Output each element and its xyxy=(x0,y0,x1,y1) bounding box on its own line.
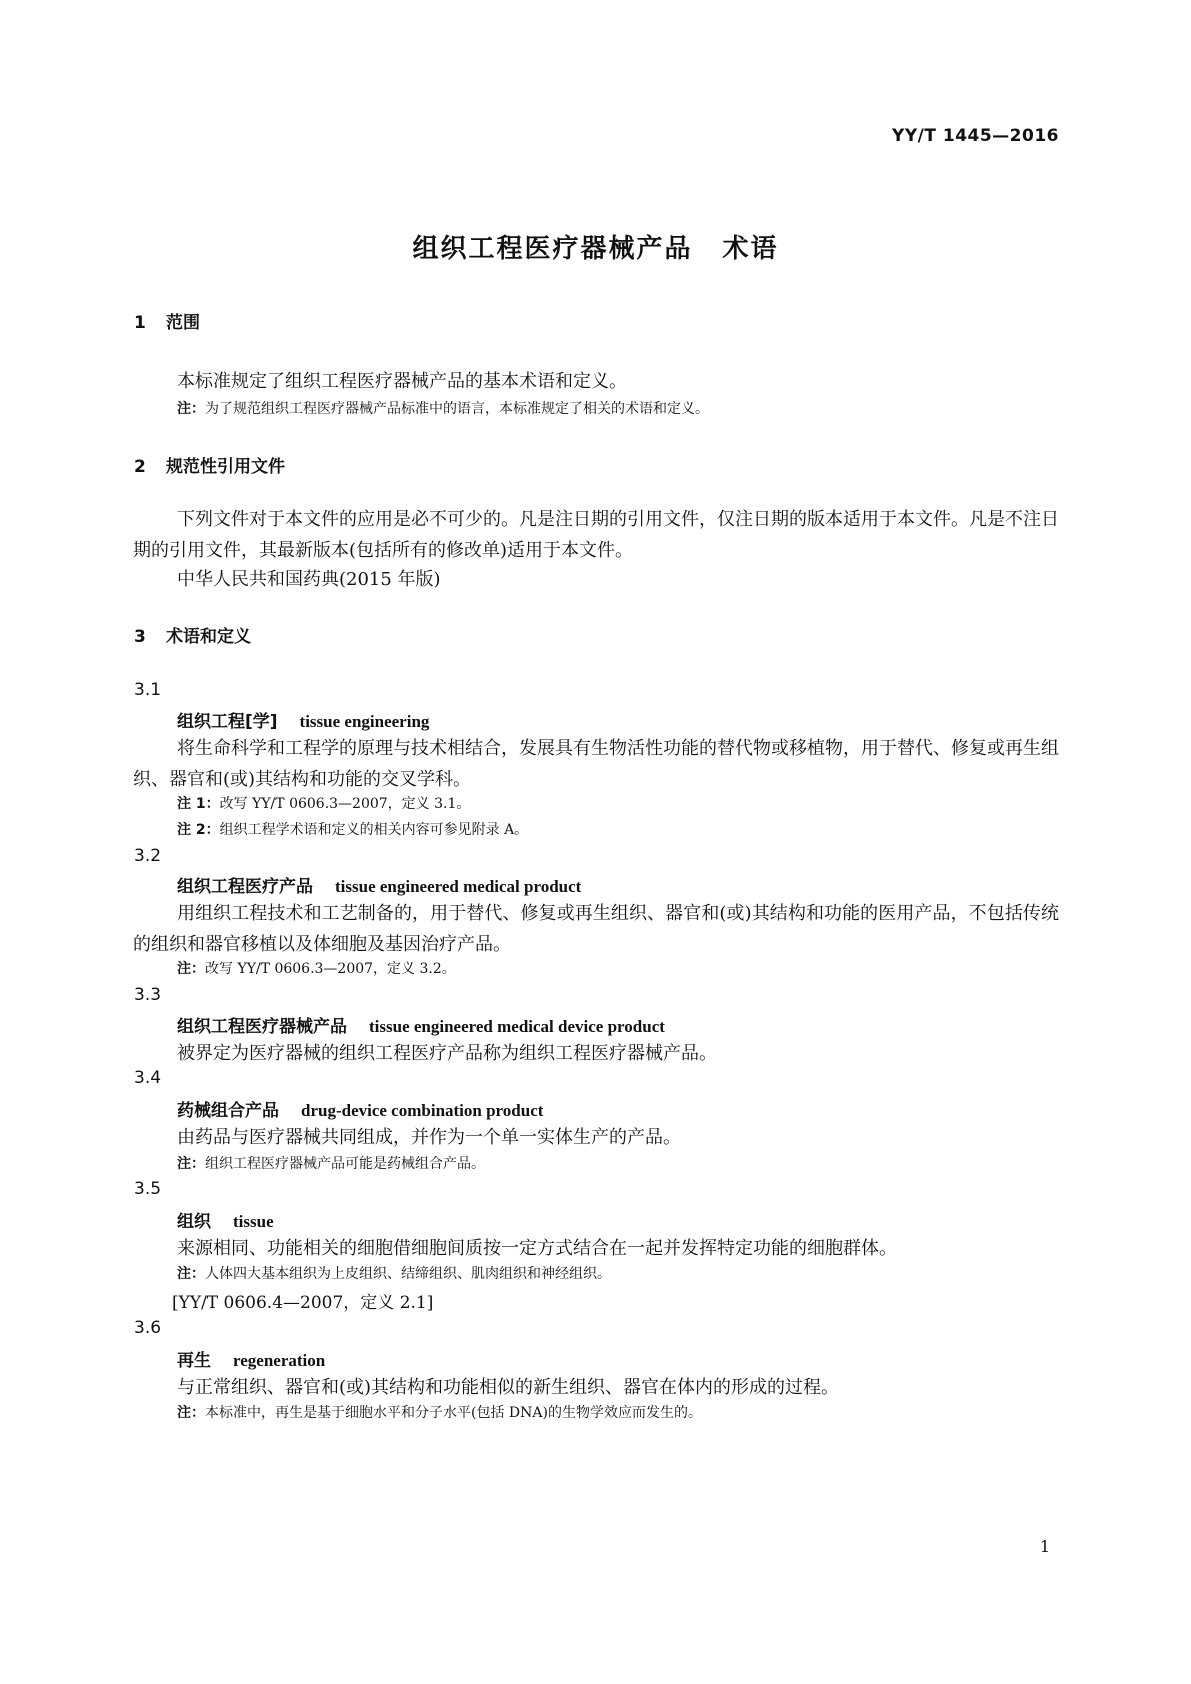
page-number: 1 xyxy=(1039,1537,1050,1556)
note-text: 人体四大基本组织为上皮组织、结缔组织、肌肉组织和神经组织。 xyxy=(205,1266,611,1282)
term-definition: 由药品与医疗器械共同组成，并作为一个单一实体生产的产品。 xyxy=(177,1127,681,1148)
term-number: 3.6 xyxy=(134,1318,162,1338)
term-heading xyxy=(177,1346,325,1371)
term-zh: 再生 xyxy=(177,1351,211,1371)
term-number: 3.2 xyxy=(134,846,162,866)
note-label: 注 2： xyxy=(177,822,220,838)
section-2-paragraph: 下列文件对于本文件的应用是必不可少的。凡是注日期的引用文件，仅注日期的版本适用于本文件。凡是不注日期的引用文件，其最新版本(包括所有的修改单)适用于本文件。 xyxy=(133,509,1059,561)
note-text: 本标准中，再生是基于细胞水平和分子水平(包括 DNA)的生物学效应而发生的。 xyxy=(205,1405,702,1421)
term-definition: 将生命科学和工程学的原理与技术相结合，发展具有生物活性功能的替代物或移植物，用于替代、修复或再生组织、器官和(或)其结构和功能的交叉学科。 xyxy=(133,738,1059,790)
section-1-heading xyxy=(134,308,200,333)
term-en: regeneration xyxy=(233,1351,326,1370)
section-number: 3 xyxy=(134,627,146,647)
term-heading xyxy=(177,1207,274,1232)
note-text: 改写 YY/T 0606.3—2007，定义 3.2。 xyxy=(205,961,456,977)
term-en: tissue xyxy=(233,1212,274,1231)
term-number: 3.4 xyxy=(134,1068,162,1088)
term-note xyxy=(177,819,528,839)
term-zh: 组织工程[学] xyxy=(177,712,278,732)
term-number: 3.5 xyxy=(134,1179,162,1199)
term-zh: 组织工程医疗产品 xyxy=(177,877,313,897)
note-label: 注： xyxy=(177,1156,205,1172)
term-en: drug-device combination product xyxy=(301,1101,544,1120)
standard-code: YY/T 1445—2016 xyxy=(892,126,1059,146)
note-label: 注： xyxy=(177,1266,205,1282)
term-source-reference: [YY/T 0606.4—2007，定义 2.1] xyxy=(172,1293,434,1313)
note-label: 注： xyxy=(177,961,205,977)
note-text: 组织工程医疗器械产品可能是药械组合产品。 xyxy=(205,1156,485,1172)
term-heading xyxy=(177,1012,665,1037)
section-title: 范围 xyxy=(166,313,200,333)
term-zh: 组织 xyxy=(177,1212,211,1232)
note-text: 为了规范组织工程医疗器械产品标准中的语言，本标准规定了相关的术语和定义。 xyxy=(205,401,709,417)
note-text: 改写 YY/T 0606.3—2007，定义 3.1。 xyxy=(219,796,471,812)
term-definition: 被界定为医疗器械的组织工程医疗产品称为组织工程医疗器械产品。 xyxy=(177,1043,717,1064)
note-label: 注： xyxy=(177,401,205,417)
term-definition: 用组织工程技术和工艺制备的，用于替代、修复或再生组织、器官和(或)其结构和功能的医用产品，不包括传统的组织和器官移植以及体细胞及基因治疗产品。 xyxy=(133,903,1059,955)
section-3-heading xyxy=(134,622,251,647)
section-number: 1 xyxy=(134,313,146,333)
term-definition: 与正常组织、器官和(或)其结构和功能相似的新生组织、器官在体内的形成的过程。 xyxy=(177,1377,840,1398)
term-note xyxy=(177,1263,611,1283)
term-note xyxy=(177,793,470,813)
section-1-note xyxy=(177,398,709,418)
term-note xyxy=(177,1402,702,1422)
term-note xyxy=(177,1153,485,1173)
term-heading xyxy=(177,872,581,897)
term-en: tissue engineered medical product xyxy=(335,877,582,896)
term-zh: 组织工程医疗器械产品 xyxy=(177,1017,347,1037)
term-note xyxy=(177,958,456,978)
term-en: tissue engineering xyxy=(299,712,430,731)
title-part2: 术语 xyxy=(722,234,779,264)
note-label: 注 1： xyxy=(177,796,220,812)
term-zh: 药械组合产品 xyxy=(177,1101,279,1121)
section-title: 规范性引用文件 xyxy=(166,457,285,477)
term-heading xyxy=(177,707,429,732)
note-text: 组织工程学术语和定义的相关内容可参见附录 A。 xyxy=(219,822,529,838)
term-definition: 来源相同、功能相关的细胞借细胞间质按一定方式结合在一起并发挥特定功能的细胞群体。 xyxy=(177,1238,897,1259)
section-title: 术语和定义 xyxy=(166,627,251,647)
term-number: 3.1 xyxy=(134,680,162,700)
section-number: 2 xyxy=(134,457,146,477)
section-2-heading xyxy=(134,452,285,477)
term-en: tissue engineered medical device product xyxy=(369,1017,665,1036)
note-label: 注： xyxy=(177,1405,205,1421)
section-2-reference: 中华人民共和国药典(2015 年版) xyxy=(177,569,441,590)
term-heading xyxy=(177,1096,543,1121)
title-part1: 组织工程医疗器械产品 xyxy=(412,234,693,264)
term-number: 3.3 xyxy=(134,985,162,1005)
document-title xyxy=(0,228,1191,265)
section-1-paragraph: 本标准规定了组织工程医疗器械产品的基本术语和定义。 xyxy=(177,371,627,392)
